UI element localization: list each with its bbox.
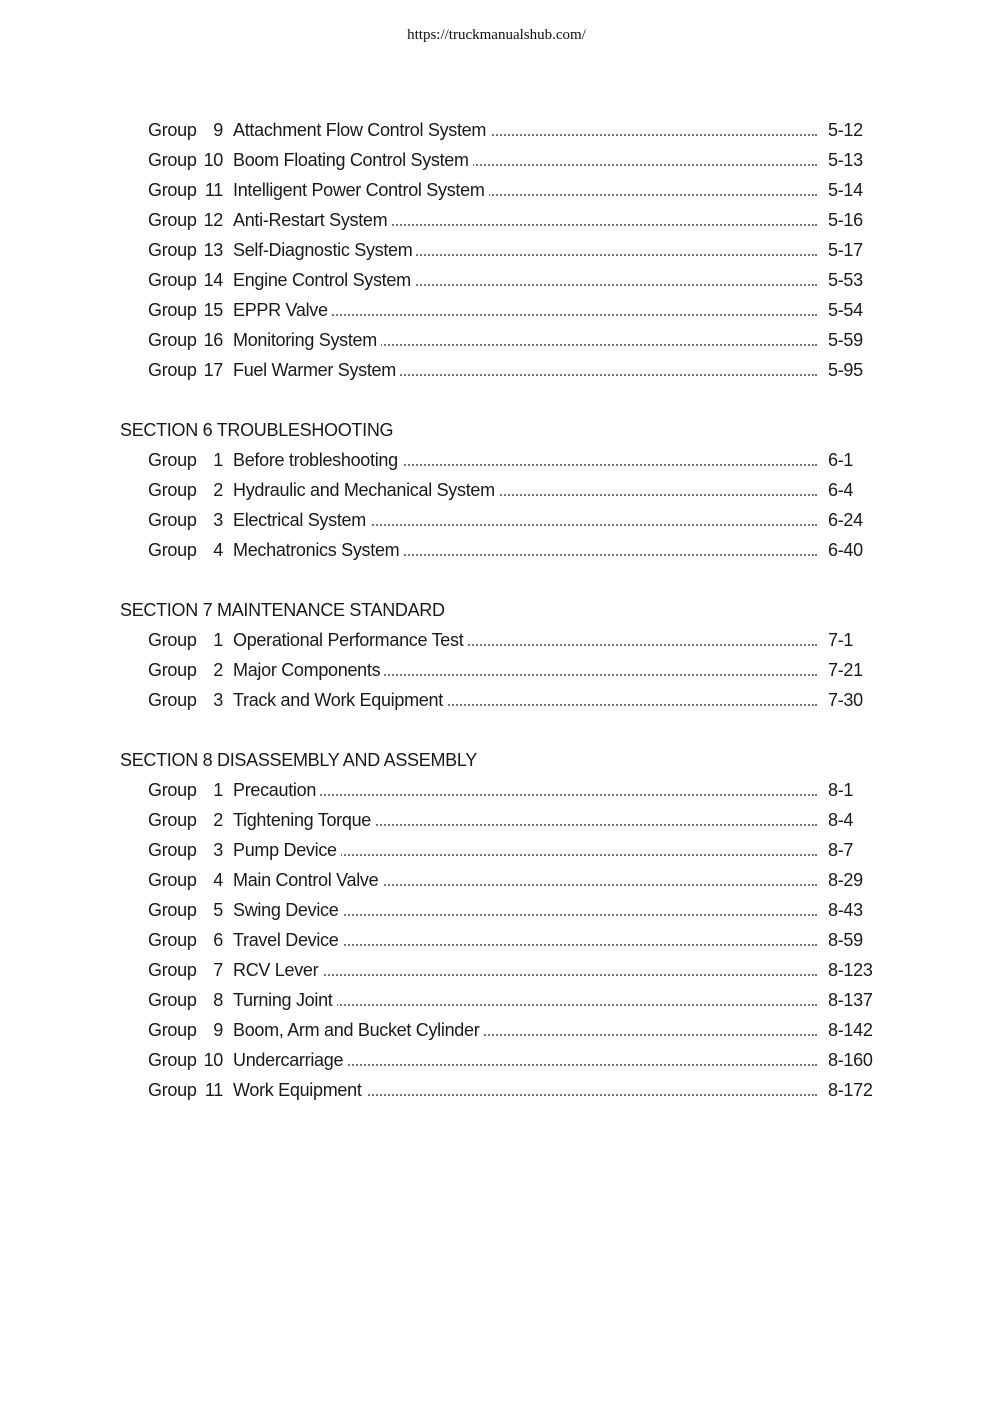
page-number: 8-7 — [828, 840, 854, 860]
group-label: Group — [148, 990, 197, 1010]
toc-entry[interactable] — [0, 655, 993, 685]
group-label: Group — [148, 780, 197, 800]
toc-entry[interactable] — [0, 895, 993, 925]
toc-entry[interactable] — [0, 505, 993, 535]
section-title: SECTION 8 DISASSEMBLY AND ASSEMBLY — [120, 750, 477, 770]
group-number: 3 — [213, 840, 223, 860]
entry-title: EPPR Valve — [233, 295, 332, 325]
page-number: 5-14 — [828, 180, 863, 200]
group-number: 17 — [203, 360, 223, 380]
entry-title: Self-Diagnostic System — [233, 235, 416, 265]
group-label: Group — [148, 180, 197, 200]
page-number: 5-95 — [828, 360, 863, 380]
group-number: 5 — [213, 900, 223, 920]
toc-entry[interactable] — [0, 1015, 993, 1045]
group-number: 6 — [213, 930, 223, 950]
group-number: 2 — [213, 660, 223, 680]
group-label: Group — [148, 960, 197, 980]
entry-title: Precaution — [233, 775, 320, 805]
group-label: Group — [148, 630, 197, 650]
page-number: 5-12 — [828, 120, 863, 140]
group-number: 4 — [213, 540, 223, 560]
toc-entry[interactable] — [0, 295, 993, 325]
group-label: Group — [148, 1050, 197, 1070]
entry-title: RCV Lever — [233, 955, 322, 985]
entry-title: Attachment Flow Control System — [233, 115, 490, 145]
group-label: Group — [148, 510, 197, 530]
page-number: 6-4 — [828, 480, 854, 500]
group-number: 9 — [213, 120, 223, 140]
toc-entry[interactable] — [0, 805, 993, 835]
page-number: 7-1 — [828, 630, 854, 650]
toc-entry[interactable] — [0, 1075, 993, 1105]
page-number: 7-21 — [828, 660, 863, 680]
page-number: 5-16 — [828, 210, 863, 230]
toc-entry[interactable] — [0, 115, 993, 145]
group-number: 9 — [213, 1020, 223, 1040]
group-label: Group — [148, 300, 197, 320]
group-label: Group — [148, 930, 197, 950]
toc-entry[interactable] — [0, 235, 993, 265]
table-of-contents — [0, 115, 993, 1135]
entry-title: Hydraulic and Mechanical System — [233, 475, 499, 505]
toc-block — [0, 415, 993, 565]
toc-entry[interactable] — [0, 325, 993, 355]
group-number: 7 — [213, 960, 223, 980]
group-label: Group — [148, 900, 197, 920]
toc-block — [0, 115, 993, 385]
page-number: 8-123 — [828, 960, 873, 980]
group-label: Group — [148, 690, 197, 710]
entry-title: Mechatronics System — [233, 535, 403, 565]
toc-entry[interactable] — [0, 445, 993, 475]
toc-entry[interactable] — [0, 355, 993, 385]
entry-title: Turning Joint — [233, 985, 337, 1015]
page-number: 5-17 — [828, 240, 863, 260]
entry-title: Main Control Valve — [233, 865, 382, 895]
page-number: 8-59 — [828, 930, 863, 950]
entry-title: Intelligent Power Control System — [233, 175, 489, 205]
entry-title: Boom, Arm and Bucket Cylinder — [233, 1015, 483, 1045]
group-label: Group — [148, 840, 197, 860]
page-number: 8-4 — [828, 810, 854, 830]
entry-title: Major Components — [233, 655, 384, 685]
page-number: 6-1 — [828, 450, 854, 470]
entry-title: Engine Control System — [233, 265, 415, 295]
group-number: 2 — [213, 480, 223, 500]
group-number: 15 — [203, 300, 223, 320]
toc-entry[interactable] — [0, 145, 993, 175]
page-number: 5-53 — [828, 270, 863, 290]
group-label: Group — [148, 1020, 197, 1040]
toc-entry[interactable] — [0, 205, 993, 235]
group-number: 10 — [203, 150, 223, 170]
toc-entry[interactable] — [0, 175, 993, 205]
section-title: SECTION 6 TROUBLESHOOTING — [120, 420, 394, 440]
group-number: 10 — [203, 1050, 223, 1070]
page-number: 7-30 — [828, 690, 863, 710]
group-label: Group — [148, 270, 197, 290]
page-number: 5-59 — [828, 330, 863, 350]
group-number: 11 — [204, 180, 223, 200]
toc-entry[interactable] — [0, 925, 993, 955]
group-label: Group — [148, 870, 197, 890]
toc-entry[interactable] — [0, 535, 993, 565]
group-label: Group — [148, 330, 197, 350]
toc-entry[interactable] — [0, 835, 993, 865]
section-title: SECTION 7 MAINTENANCE STANDARD — [120, 600, 445, 620]
group-label: Group — [148, 240, 197, 260]
page-number: 8-142 — [828, 1020, 873, 1040]
page-header-url: https://truckmanualshub.com/ — [407, 27, 586, 43]
entry-title: Work Equipment — [233, 1075, 366, 1105]
group-number: 1 — [213, 780, 223, 800]
toc-entry[interactable] — [0, 625, 993, 655]
group-number: 1 — [213, 630, 223, 650]
group-number: 3 — [213, 690, 223, 710]
group-label: Group — [148, 120, 197, 140]
entry-title: Travel Device — [233, 925, 342, 955]
dot-leader — [233, 794, 817, 796]
group-number: 8 — [213, 990, 223, 1010]
toc-entry[interactable] — [0, 985, 993, 1015]
entry-title: Track and Work Equipment — [233, 685, 447, 715]
entry-title: Electrical System — [233, 505, 370, 535]
toc-entry[interactable] — [0, 775, 993, 805]
entry-title: Swing Device — [233, 895, 342, 925]
page-number: 8-29 — [828, 870, 863, 890]
page-number: 8-137 — [828, 990, 873, 1010]
entry-title: Anti-Restart System — [233, 205, 391, 235]
group-number: 1 — [213, 450, 223, 470]
group-label: Group — [148, 210, 197, 230]
page-number: 8-43 — [828, 900, 863, 920]
toc-block — [0, 745, 993, 1105]
toc-entry[interactable] — [0, 475, 993, 505]
group-label: Group — [148, 360, 197, 380]
entry-title: Fuel Warmer System — [233, 355, 400, 385]
page-number: 5-13 — [828, 150, 863, 170]
group-number: 11 — [204, 1080, 223, 1100]
group-number: 14 — [203, 270, 223, 290]
entry-title: Operational Performance Test — [233, 625, 467, 655]
group-number: 16 — [203, 330, 223, 350]
entry-title: Boom Floating Control System — [233, 145, 473, 175]
page-number: 6-40 — [828, 540, 863, 560]
group-label: Group — [148, 540, 197, 560]
toc-entry[interactable] — [0, 685, 993, 715]
toc-entry[interactable] — [0, 1045, 993, 1075]
page-number: 8-172 — [828, 1080, 873, 1100]
group-label: Group — [148, 450, 197, 470]
group-number: 13 — [203, 240, 223, 260]
group-label: Group — [148, 810, 197, 830]
group-label: Group — [148, 150, 197, 170]
group-number: 12 — [203, 210, 223, 230]
toc-block — [0, 595, 993, 715]
group-label: Group — [148, 480, 197, 500]
toc-entry[interactable] — [0, 955, 993, 985]
entry-title: Pump Device — [233, 835, 341, 865]
page-number: 8-1 — [828, 780, 854, 800]
toc-entry[interactable] — [0, 865, 993, 895]
group-number: 2 — [213, 810, 223, 830]
toc-entry[interactable] — [0, 265, 993, 295]
entry-title: Tightening Torque — [233, 805, 375, 835]
entry-title: Before trobleshooting — [233, 445, 402, 475]
entry-title: Monitoring System — [233, 325, 381, 355]
group-label: Group — [148, 1080, 197, 1100]
page-number: 5-54 — [828, 300, 863, 320]
entry-title: Undercarriage — [233, 1045, 347, 1075]
page-number: 8-160 — [828, 1050, 873, 1070]
group-label: Group — [148, 660, 197, 680]
page-number: 6-24 — [828, 510, 863, 530]
group-number: 3 — [213, 510, 223, 530]
group-number: 4 — [213, 870, 223, 890]
